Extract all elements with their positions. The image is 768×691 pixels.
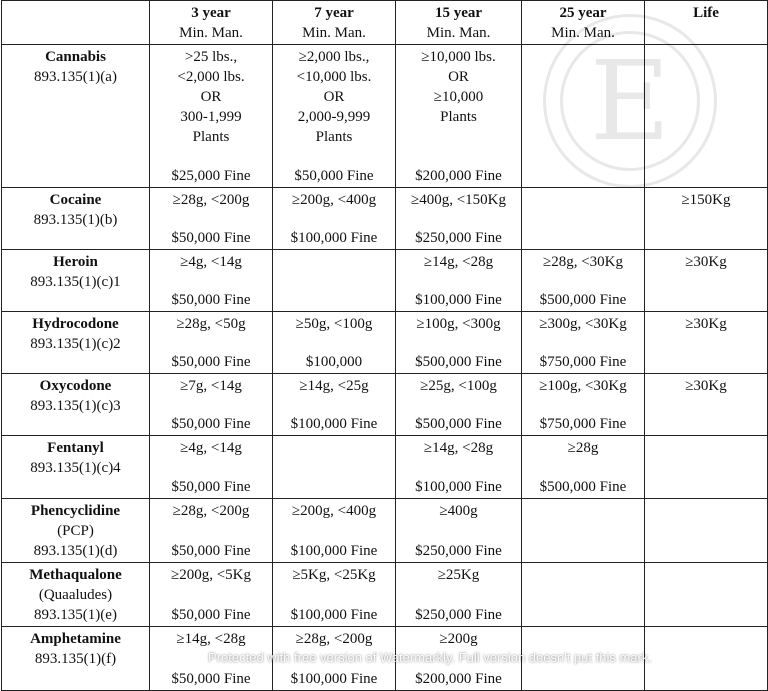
drug-detail: 893.135(1)(a) (34, 69, 117, 85)
fine-text: $500,000 Fine (539, 479, 627, 495)
penalty-cell-content (152, 47, 270, 186)
threshold-text: ≥100g, <30Kg (539, 378, 627, 394)
penalty-cell-content (275, 47, 393, 186)
threshold-lines (524, 314, 642, 334)
threshold-text: ≥30Kg (685, 378, 727, 394)
watermark-banner: Protected with free version of Watermarkly. Full version doesn't put this mark. (208, 650, 652, 665)
fine-text: $25,000 Fine (171, 168, 251, 184)
penalty-cell-content (647, 501, 765, 561)
penalty-cell (522, 250, 645, 312)
penalty-cell (645, 250, 768, 312)
penalty-cell-content (152, 190, 270, 248)
threshold-lines (398, 565, 519, 585)
penalty-cell (396, 45, 522, 188)
drug-cell (2, 250, 150, 312)
threshold-text: ≥28g, <200g (172, 503, 250, 519)
penalty-cell (396, 188, 522, 250)
penalty-cell (150, 499, 273, 563)
fine-text: $100,000 (305, 354, 363, 370)
penalty-cell-content (524, 252, 642, 310)
penalty-cell-content (524, 565, 642, 625)
threshold-text: ≥14g, <28g (423, 254, 494, 270)
penalty-cell (645, 374, 768, 436)
threshold-text: OR (323, 89, 345, 105)
threshold-text: ≥28g, <30Kg (542, 254, 624, 270)
penalty-cell (150, 250, 273, 312)
penalty-cell-content (524, 629, 642, 689)
threshold-text: OR (448, 69, 469, 85)
table-row (2, 250, 768, 312)
penalty-cell-content (398, 376, 519, 434)
threshold-text: ≥14g, <25g (299, 378, 369, 394)
threshold-text: ≥400g, <150Kg (410, 192, 507, 208)
penalty-cell-content (647, 376, 765, 434)
threshold-text: ≥30Kg (685, 254, 727, 270)
fine-text: $500,000 Fine (415, 354, 502, 370)
threshold-lines (398, 252, 519, 272)
fine-text: $500,000 Fine (539, 292, 627, 308)
fine-text: $250,000 Fine (415, 230, 502, 246)
penalty-cell (396, 250, 522, 312)
fine-text: $50,000 Fine (171, 479, 251, 495)
penalty-cell (150, 188, 273, 250)
threshold-text: ≥25g, <100g (420, 378, 497, 394)
header-blank (2, 1, 150, 45)
threshold-text: ≥150Kg (681, 192, 731, 208)
drug-name: Phencyclidine (30, 503, 121, 519)
penalty-cell-content (275, 501, 393, 561)
threshold-lines (647, 376, 765, 396)
penalty-cell (645, 563, 768, 627)
threshold-text: <10,000 lbs. (296, 69, 372, 85)
penalty-cell (273, 499, 396, 563)
penalty-cell (522, 45, 645, 188)
penalty-cell-content (275, 438, 393, 497)
threshold-text: ≥28g, <200g (295, 631, 373, 647)
threshold-text: Plants (192, 129, 230, 145)
threshold-lines (152, 565, 270, 585)
penalty-cell-content (275, 314, 393, 372)
penalty-cell (273, 250, 396, 312)
penalty-cell-content (647, 438, 765, 497)
fine-text: $750,000 Fine (539, 354, 627, 370)
threshold-text: >25 lbs., (184, 49, 238, 65)
threshold-lines (398, 438, 519, 458)
threshold-lines (275, 501, 393, 521)
threshold-text: 300-1,999 (180, 109, 242, 125)
drug-cell (2, 45, 150, 188)
drug-cell (2, 499, 150, 563)
penalty-cell (273, 374, 396, 436)
threshold-text: Plants (440, 109, 477, 125)
threshold-lines (152, 314, 270, 334)
threshold-text: ≥28g, <200g (172, 192, 250, 208)
penalty-cell-content (398, 501, 519, 561)
threshold-lines (152, 629, 270, 649)
penalty-cell-content (524, 314, 642, 372)
table-row (2, 563, 768, 627)
threshold-lines (152, 47, 270, 147)
penalty-cell (522, 499, 645, 563)
drug-name: Amphetamine (30, 631, 121, 647)
penalty-cell-content (152, 252, 270, 310)
threshold-lines (524, 438, 642, 458)
penalty-cell (396, 374, 522, 436)
drug-detail: 893.135(1)(b) (33, 212, 118, 228)
penalty-cell (396, 563, 522, 627)
penalty-cell (522, 312, 645, 374)
header-15-year-sub: Min. Man. (426, 25, 491, 41)
penalty-cell (645, 499, 768, 563)
threshold-lines (398, 376, 519, 396)
watermark-seal-letter: E (589, 37, 671, 165)
penalty-cell-content (647, 47, 765, 186)
drug-name: Hydrocodone (32, 316, 119, 332)
header-3-year (150, 1, 273, 45)
header-life-title: Life (693, 5, 719, 21)
threshold-text: ≥28g (567, 440, 599, 456)
drug-name: Cannabis (45, 49, 106, 65)
penalty-cell (273, 563, 396, 627)
fine-text: $50,000 Fine (171, 416, 251, 432)
threshold-lines (647, 252, 765, 272)
threshold-lines (398, 190, 519, 210)
penalty-cell-content (647, 565, 765, 625)
header-25-year-sub: Min. Man. (551, 25, 615, 41)
drug-name: Heroin (53, 254, 98, 270)
penalty-cell-content (647, 629, 765, 689)
penalty-cell-content (524, 376, 642, 434)
threshold-text: 2,000-9,999 (297, 109, 371, 125)
penalty-cell (150, 45, 273, 188)
fine-text: $500,000 Fine (415, 416, 502, 432)
header-15-year (396, 1, 522, 45)
header-25-year (522, 1, 645, 45)
penalty-cell (150, 374, 273, 436)
threshold-text: ≥200g, <5Kg (170, 567, 252, 583)
penalty-cell (396, 499, 522, 563)
penalty-cell-content (275, 565, 393, 625)
threshold-lines (152, 252, 270, 272)
threshold-text: ≥10,000 (433, 89, 484, 105)
fine-text: $50,000 Fine (171, 607, 251, 623)
threshold-text: ≥100g, <300g (416, 316, 501, 332)
penalty-cell-content (524, 47, 642, 186)
threshold-lines (275, 47, 393, 147)
penalty-cell-content (275, 629, 393, 689)
header-life (645, 1, 768, 45)
threshold-text: ≥200g, <400g (291, 503, 377, 519)
threshold-text: ≥28g, <50g (176, 316, 246, 332)
fine-text: $100,000 Fine (415, 479, 502, 495)
drug-detail: 893.135(1)(d) (33, 543, 118, 559)
threshold-lines (398, 629, 519, 649)
fine-text: $100,000 Fine (290, 543, 378, 559)
threshold-lines (275, 565, 393, 585)
threshold-text: ≥200g, <400g (291, 192, 377, 208)
penalty-cell-content (275, 190, 393, 248)
penalty-cell (150, 436, 273, 499)
penalty-cell-content (152, 501, 270, 561)
penalty-cell (522, 188, 645, 250)
fine-text: $750,000 Fine (539, 416, 627, 432)
penalty-cell (522, 374, 645, 436)
penalty-cell (396, 436, 522, 499)
penalty-cell (273, 312, 396, 374)
drug-detail: (Quaaludes) (38, 587, 113, 603)
table-row (2, 188, 768, 250)
drug-detail: (PCP) (57, 523, 94, 539)
threshold-text: OR (200, 89, 222, 105)
penalty-cell-content (398, 629, 519, 689)
threshold-lines (398, 501, 519, 521)
threshold-text: ≥4g, <14g (180, 254, 242, 270)
penalty-cell-content (275, 376, 393, 434)
penalty-cell (522, 436, 645, 499)
threshold-text: ≥400g (439, 503, 478, 519)
header-25-year-title: 25 year (559, 5, 607, 21)
fine-text: $50,000 Fine (171, 671, 251, 687)
penalty-cell-content (398, 314, 519, 372)
penalty-cell (150, 563, 273, 627)
drug-detail: 893.135(1)(c)2 (30, 336, 121, 352)
table-row (2, 627, 768, 691)
penalty-cell-content (524, 501, 642, 561)
penalty-cell (645, 188, 768, 250)
table-body (2, 45, 768, 691)
penalty-cell-content (398, 565, 519, 625)
threshold-lines (152, 190, 270, 210)
penalty-cell-content (398, 47, 519, 186)
threshold-lines (152, 376, 270, 396)
table-row (2, 499, 768, 563)
drug-cell (2, 627, 150, 691)
threshold-text: Plants (315, 129, 353, 145)
penalty-cell-content (398, 252, 519, 310)
threshold-text: ≥14g, <28g (423, 440, 494, 456)
threshold-lines (398, 314, 519, 334)
drug-name: Cocaine (49, 192, 102, 208)
header-7-year-sub: Min. Man. (302, 25, 366, 41)
threshold-text: ≥14g, <28g (176, 631, 246, 647)
fine-text: $50,000 Fine (171, 543, 251, 559)
penalty-cell (273, 436, 396, 499)
penalty-cell (150, 627, 273, 691)
table-row (2, 374, 768, 436)
penalty-cell-content (398, 438, 519, 497)
drug-cell (2, 312, 150, 374)
threshold-lines (398, 47, 519, 127)
fine-text: $100,000 Fine (290, 671, 378, 687)
fine-text: $100,000 Fine (415, 292, 502, 308)
fine-text: $100,000 Fine (290, 607, 378, 623)
threshold-text: ≥200g (439, 631, 478, 647)
header-7-year (273, 1, 396, 45)
penalty-cell-content (647, 252, 765, 310)
fine-text: $250,000 Fine (415, 607, 502, 623)
penalty-cell (396, 312, 522, 374)
fine-text: $250,000 Fine (415, 543, 502, 559)
table-row (2, 45, 768, 188)
table-row (2, 312, 768, 374)
drug-cell (2, 563, 150, 627)
header-row (2, 1, 768, 45)
threshold-lines (524, 376, 642, 396)
penalty-cell (522, 563, 645, 627)
header-3-year-title: 3 year (191, 5, 231, 21)
threshold-lines (275, 190, 393, 210)
penalty-cell-content (524, 438, 642, 497)
penalty-cell (273, 45, 396, 188)
penalty-cell-content (524, 190, 642, 248)
drug-cell (2, 188, 150, 250)
threshold-text: ≥25Kg (437, 567, 480, 583)
penalty-cell (645, 627, 768, 691)
drug-name: Oxycodone (39, 378, 112, 394)
drug-detail: 893.135(1)(c)1 (30, 274, 121, 290)
threshold-lines (275, 376, 393, 396)
fine-text: $100,000 Fine (290, 416, 378, 432)
threshold-lines (275, 314, 393, 334)
drug-detail: 893.135(1)(f) (34, 651, 117, 667)
threshold-lines (152, 501, 270, 521)
penalty-cell-content (152, 376, 270, 434)
drug-cell (2, 436, 150, 499)
drug-name: Methaqualone (29, 567, 122, 583)
table-row (2, 436, 768, 499)
penalty-cell (645, 312, 768, 374)
header-3-year-sub: Min. Man. (179, 25, 243, 41)
threshold-text: ≥4g, <14g (180, 440, 242, 456)
drug-name: Fentanyl (47, 440, 104, 456)
penalty-cell (150, 312, 273, 374)
penalty-cell (396, 627, 522, 691)
drug-cell (2, 374, 150, 436)
penalty-cell (522, 627, 645, 691)
penalty-cell (273, 188, 396, 250)
threshold-text: ≥50g, <100g (295, 316, 373, 332)
penalty-cell-content (647, 190, 765, 248)
threshold-lines (647, 190, 765, 210)
threshold-lines (152, 438, 270, 458)
penalty-cell (645, 436, 768, 499)
fine-text: $50,000 Fine (171, 354, 251, 370)
drug-detail: 893.135(1)(c)4 (30, 460, 121, 476)
threshold-text: ≥10,000 lbs. (421, 49, 496, 65)
fine-text: $100,000 Fine (290, 230, 378, 246)
threshold-lines (275, 629, 393, 649)
header-15-year-title: 15 year (434, 5, 483, 21)
fine-text: $50,000 Fine (171, 230, 251, 246)
threshold-lines (524, 252, 642, 272)
drug-detail: 893.135(1)(c)3 (30, 398, 121, 414)
threshold-text: ≥7g, <14g (180, 378, 242, 394)
penalty-cell-content (152, 565, 270, 625)
fine-text: $200,000 Fine (415, 671, 502, 687)
penalty-cell-content (275, 252, 393, 310)
penalty-cell-content (152, 314, 270, 372)
threshold-text: <2,000 lbs. (177, 69, 245, 85)
sentencing-table (1, 0, 768, 691)
penalty-cell-content (647, 314, 765, 372)
threshold-text: ≥30Kg (685, 316, 727, 332)
threshold-lines (647, 314, 765, 334)
fine-text: $50,000 Fine (294, 168, 374, 184)
threshold-text: ≥2,000 lbs., (298, 49, 370, 65)
threshold-text: ≥5Kg, <25Kg (292, 567, 376, 583)
fine-text: $50,000 Fine (171, 292, 251, 308)
fine-text: $200,000 Fine (415, 168, 502, 184)
threshold-text: ≥300g, <30Kg (539, 316, 627, 332)
penalty-cell (273, 627, 396, 691)
penalty-cell (645, 45, 768, 188)
drug-detail: 893.135(1)(e) (34, 607, 117, 623)
penalty-cell-content (152, 629, 270, 689)
penalty-cell-content (152, 438, 270, 497)
header-7-year-title: 7 year (314, 5, 354, 21)
penalty-cell-content (398, 190, 519, 248)
